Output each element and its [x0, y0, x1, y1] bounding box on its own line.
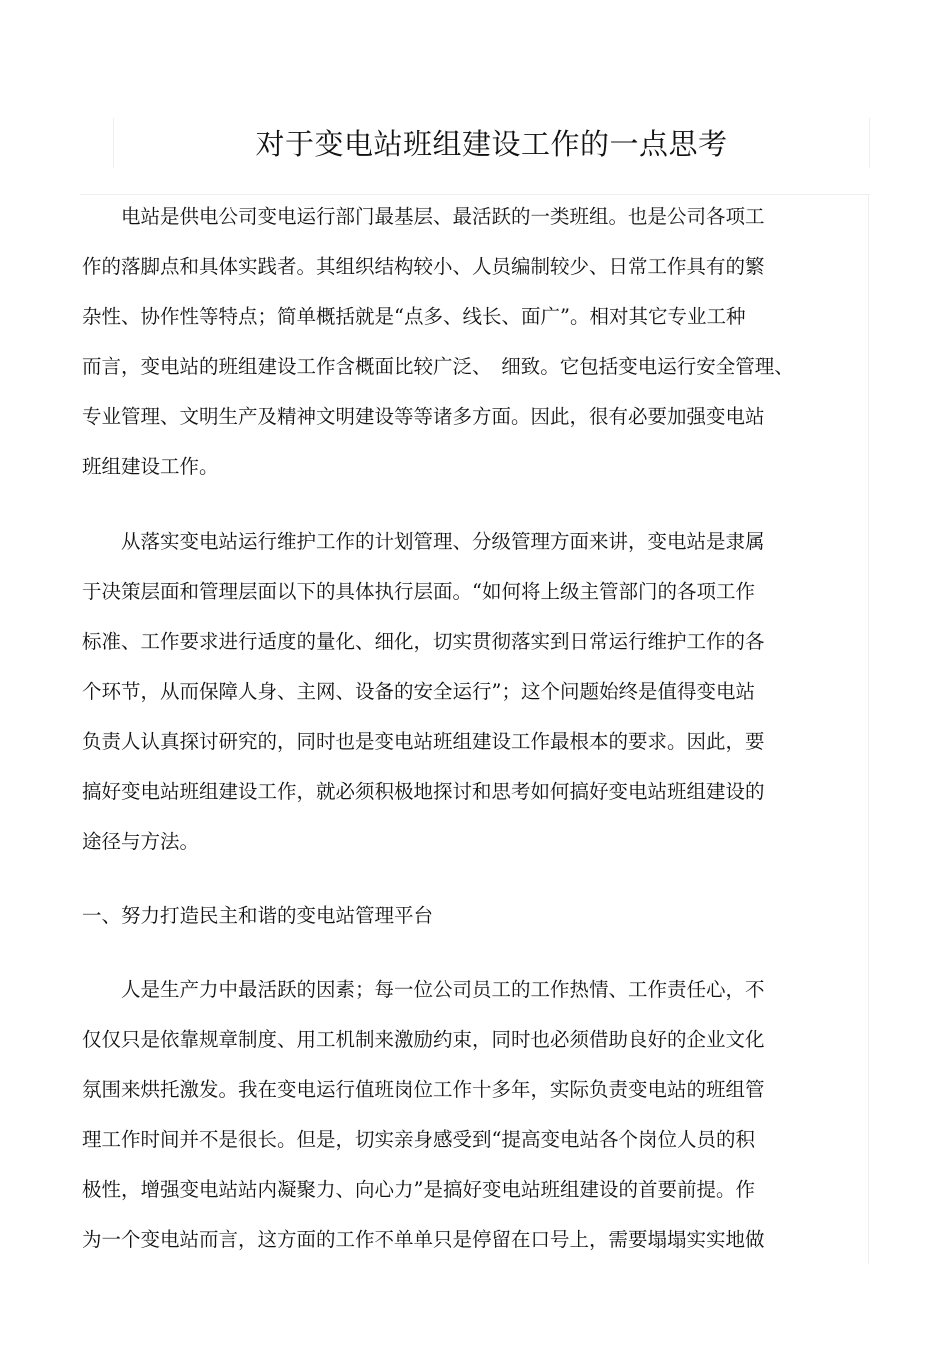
text-line: 人是生产力中最活跃的因素；每一位公司员工的工作热情、工作责任心，不 — [121, 978, 765, 1001]
text-line: 为一个变电站而言，这方面的工作不单单只是停留在口号上，需要塌塌实实地做 — [82, 1228, 765, 1251]
text-line: 于决策层面和管理层面以下的具体执行层面。“如何将上级主管部门的各项工作 — [82, 580, 755, 603]
text-line: 杂性、协作性等特点；简单概括就是“点多、线长、面广”。相对其它专业工种 — [82, 305, 746, 328]
text-line: 电站是供电公司变电运行部门最基层、最活跃的一类班组。也是公司各项工 — [121, 205, 765, 228]
text-line: 极性，增强变电站站内凝聚力、向心力”是搞好变电站班组建设的首要前提。作 — [82, 1178, 755, 1201]
text-line: 理工作时间并不是很长。但是，切实亲身感受到“提高变电站各个岗位人员的积 — [82, 1128, 755, 1151]
text-line: 个环节，从而保障人身、主网、设备的安全运行”；这个问题始终是值得变电站 — [82, 680, 755, 703]
title-box — [113, 118, 870, 168]
document-title: 对于变电站班组建设工作的一点思考 — [255, 127, 728, 161]
text-line: 搞好变电站班组建设工作，就必须积极地探讨和思考如何搞好变电站班组建设的 — [82, 780, 765, 803]
text-line: 途径与方法。 — [82, 830, 200, 853]
text-line: 负责人认真探讨研究的，同时也是变电站班组建设工作最根本的要求。因此，要 — [82, 730, 765, 753]
header-divider — [80, 194, 870, 195]
text-line: 而言，变电站的班组建设工作含概面比较广泛、 细致。它包括变电运行安全管理、 — [82, 355, 794, 378]
text-line: 标准、工作要求进行适度的量化、细化，切实贯彻落实到日常运行维护工作的各 — [82, 630, 765, 653]
section-heading: 一、努力打造民主和谐的变电站管理平台 — [82, 904, 434, 927]
right-border — [868, 194, 869, 1264]
text-line: 专业管理、文明生产及精神文明建设等等诸多方面。因此，很有必要加强变电站 — [82, 405, 765, 428]
text-line: 从落实变电站运行维护工作的计划管理、分级管理方面来讲，变电站是隶属 — [121, 530, 765, 553]
text-line: 氛围来烘托激发。我在变电运行值班岗位工作十多年，实际负责变电站的班组管 — [82, 1078, 765, 1101]
text-line: 仅仅只是依靠规章制度、用工机制来激励约束，同时也必须借助良好的企业文化 — [82, 1028, 765, 1051]
text-line: 作的落脚点和具体实践者。其组织结构较小、人员编制较少、日常工作具有的繁 — [82, 255, 765, 278]
text-line: 班组建设工作。 — [82, 455, 219, 478]
